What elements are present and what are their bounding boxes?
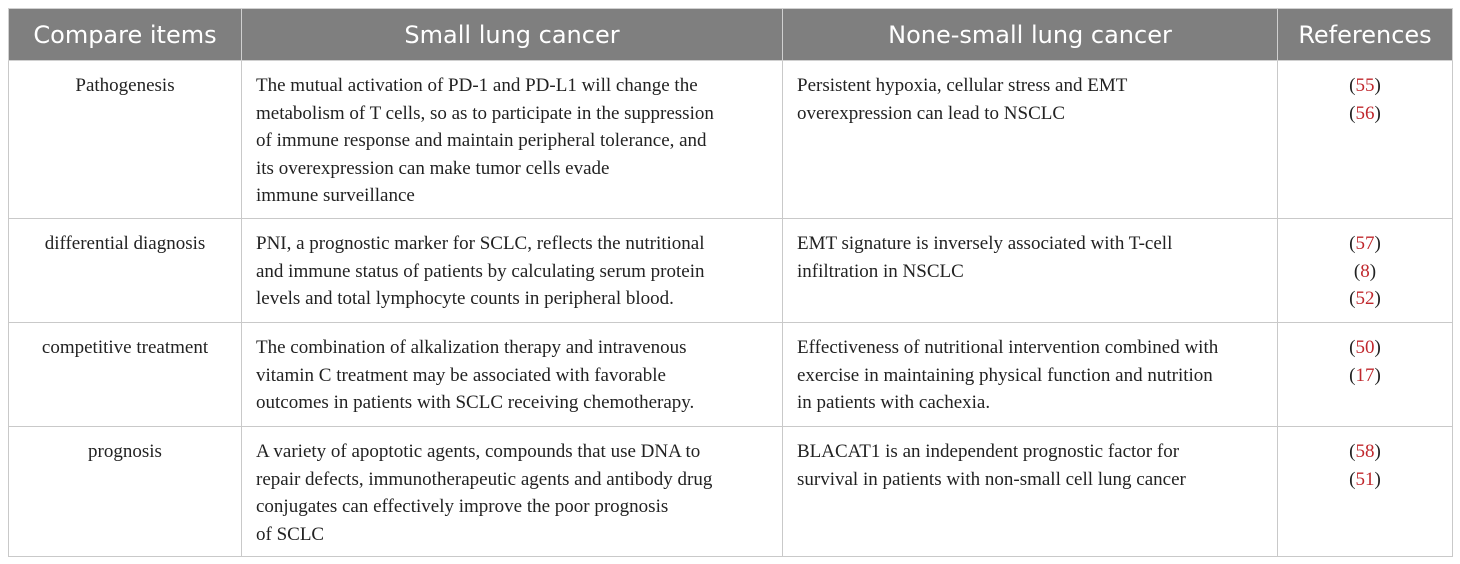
reference-link[interactable]: (51) [1349, 468, 1381, 490]
table-row [9, 219, 1453, 323]
sclc-text-line: outcomes in patients with SCLC receiving chemotherapy. [256, 392, 695, 413]
sclc-cell [242, 323, 783, 427]
sclc-text-line: levels and total lymphocyte counts in peripheral blood. [256, 288, 674, 309]
header-non-small-lung-cancer: None-small lung cancer [783, 9, 1278, 61]
nsclc-text-line: Effectiveness of nutritional intervention combined with [797, 337, 1219, 358]
sclc-text-line: A variety of apoptotic agents, compounds that use DNA to [256, 441, 701, 462]
nsclc-text-line: survival in patients with non-small cell lung cancer [797, 468, 1186, 490]
sclc-text-line: immune surveillance [256, 185, 415, 206]
references-cell [1278, 427, 1453, 557]
compare-item-label: Pathogenesis [75, 75, 175, 96]
nsclc-cell [783, 323, 1278, 427]
sclc-text-line: metabolism of T cells, so as to participate in the suppression [256, 102, 714, 124]
sclc-text-line: The combination of alkalization therapy and intravenous [256, 337, 687, 358]
nsclc-text-line: EMT signature is inversely associated with T-cell [797, 233, 1173, 254]
nsclc-text-line: infiltration in NSCLC [797, 260, 964, 282]
compare-item-cell [9, 219, 242, 323]
sclc-cell [242, 427, 783, 557]
table-row [9, 323, 1453, 427]
nsclc-text-line: overexpression can lead to NSCLC [797, 102, 1066, 124]
sclc-text-line: vitamin C treatment may be associated with favorable [256, 364, 666, 386]
header-row [9, 9, 1453, 61]
sclc-text-line: its overexpression can make tumor cells evade [256, 157, 610, 179]
reference-link[interactable]: (17) [1349, 364, 1381, 386]
compare-item-cell [9, 61, 242, 219]
nsclc-text-line: Persistent hypoxia, cellular stress and EMT [797, 75, 1128, 96]
sclc-text-line: repair defects, immunotherapeutic agents and antibody drug [256, 468, 713, 490]
references-cell [1278, 61, 1453, 219]
nsclc-cell [783, 427, 1278, 557]
sclc-text-line: PNI, a prognostic marker for SCLC, reflects the nutritional [256, 233, 705, 254]
header-compare-items: Compare items [9, 9, 242, 61]
references-cell [1278, 219, 1453, 323]
nsclc-cell [783, 219, 1278, 323]
sclc-text-line: conjugates can effectively improve the poor prognosis [256, 496, 669, 517]
reference-link[interactable]: (57) [1349, 233, 1381, 254]
header-small-lung-cancer: Small lung cancer [242, 9, 783, 61]
reference-link[interactable]: (58) [1349, 441, 1381, 462]
sclc-cell [242, 219, 783, 323]
header-references: References [1278, 9, 1453, 61]
sclc-text-line: The mutual activation of PD-1 and PD-L1 will change the [256, 75, 698, 96]
sclc-text-line: and immune status of patients by calculating serum protein [256, 260, 705, 282]
nsclc-text-line: in patients with cachexia. [797, 392, 991, 413]
nsclc-cell [783, 61, 1278, 219]
compare-item-cell [9, 427, 242, 557]
compare-item-cell [9, 323, 242, 427]
compare-item-label: prognosis [88, 441, 162, 462]
references-cell [1278, 323, 1453, 427]
sclc-cell [242, 61, 783, 219]
comparison-table [8, 8, 1453, 557]
reference-link[interactable]: (55) [1349, 75, 1381, 96]
table-row [9, 61, 1453, 219]
compare-item-label: competitive treatment [41, 337, 209, 358]
reference-link[interactable]: (8) [1353, 260, 1377, 282]
compare-item-label: differential diagnosis [44, 233, 206, 254]
table-row [9, 427, 1453, 557]
reference-link[interactable]: (52) [1349, 288, 1381, 309]
sclc-text-line: of SCLC [256, 523, 325, 545]
reference-link[interactable]: (56) [1349, 102, 1381, 124]
nsclc-text-line: BLACAT1 is an independent prognostic factor for [797, 441, 1180, 462]
reference-link[interactable]: (50) [1349, 337, 1381, 358]
nsclc-text-line: exercise in maintaining physical function and nutrition [797, 364, 1213, 386]
sclc-text-line: of immune response and maintain peripheral tolerance, and [256, 130, 707, 151]
